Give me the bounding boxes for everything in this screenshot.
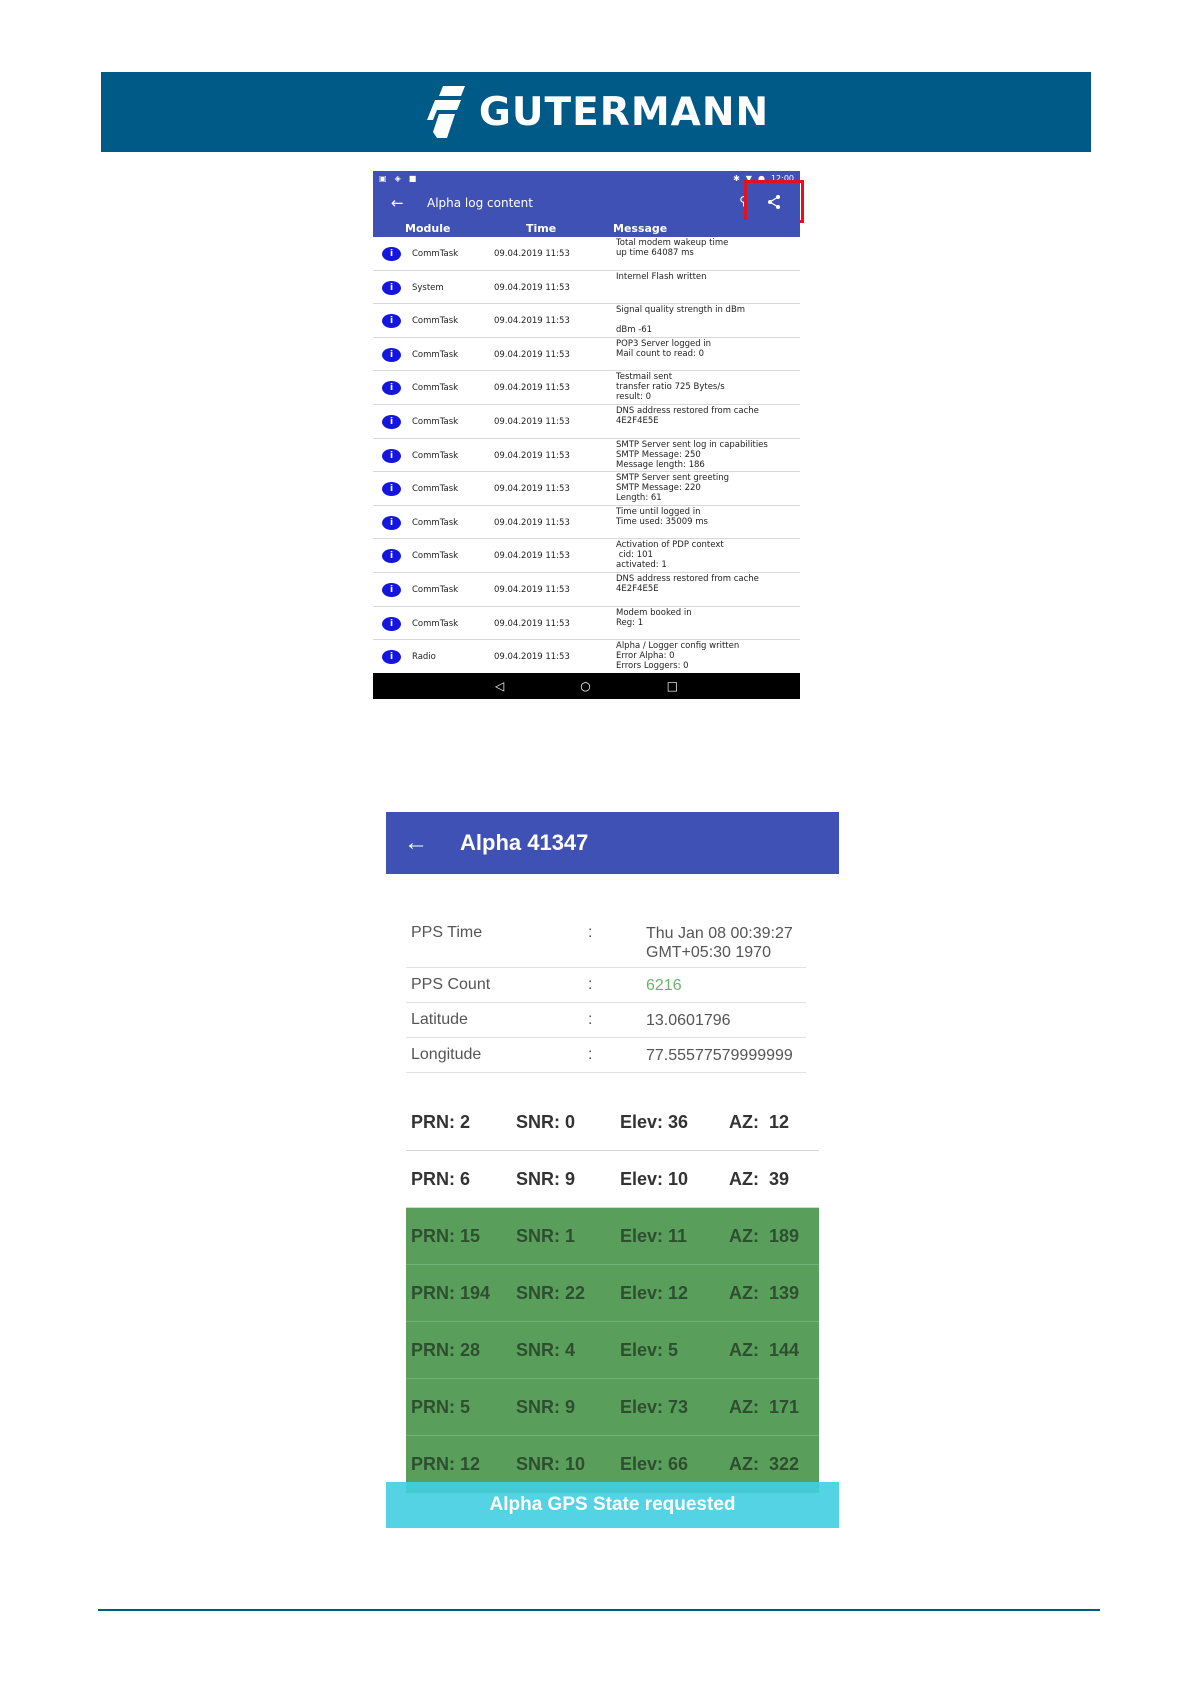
satellite-row[interactable] bbox=[406, 1208, 819, 1265]
sat-elev: Elev: 66 bbox=[620, 1454, 689, 1474]
log-message: Activation of PDP context cid: 101 activated: 1 bbox=[616, 540, 724, 571]
log-message: Total modem wakeup time up time 64087 ms bbox=[616, 238, 729, 258]
latitude-label: Latitude bbox=[411, 1011, 468, 1028]
sat-prn: PRN: 15 bbox=[411, 1226, 481, 1246]
sat-elev: Elev: 73 bbox=[620, 1397, 689, 1417]
status-bar bbox=[373, 171, 800, 185]
sat-snr: SNR: 4 bbox=[516, 1340, 576, 1360]
search-icon[interactable]: ⚲ bbox=[739, 194, 748, 208]
log-message: DNS address restored from cache 4E2F4E5E bbox=[616, 405, 759, 426]
log-message: SMTP Server sent log in capabilities SMTP Message: 250 Message length: 186 bbox=[616, 439, 768, 470]
log-time: 09.04.2019 11:53 bbox=[494, 316, 570, 327]
back-arrow-icon[interactable]: ← bbox=[404, 829, 428, 856]
longitude-value: 77.55577579999999 bbox=[646, 1047, 793, 1064]
column-message[interactable]: Message bbox=[613, 222, 668, 235]
pps-count-value: 6216 bbox=[646, 977, 682, 994]
android-nav-bar bbox=[373, 673, 800, 699]
device-title: Alpha 41347 bbox=[460, 830, 589, 855]
longitude-label: Longitude bbox=[411, 1046, 482, 1063]
log-row[interactable] bbox=[373, 405, 800, 439]
log-time: 09.04.2019 11:53 bbox=[494, 416, 570, 427]
log-module: Radio bbox=[412, 652, 436, 663]
log-module: CommTask bbox=[412, 517, 459, 528]
log-time: 09.04.2019 11:53 bbox=[494, 652, 570, 663]
status-time: 12:00 bbox=[770, 173, 794, 183]
log-module: CommTask bbox=[412, 416, 459, 427]
share-button[interactable] bbox=[744, 180, 804, 223]
sat-az: AZ: 171 bbox=[729, 1397, 800, 1417]
sat-prn: PRN: 6 bbox=[411, 1169, 471, 1189]
separator: : bbox=[588, 976, 593, 993]
log-message: Alpha / Logger config written Error Alpha: 0 Errors Loggers: 0 bbox=[616, 641, 740, 672]
log-row[interactable] bbox=[373, 338, 800, 372]
sat-az: AZ: 144 bbox=[729, 1340, 800, 1360]
log-message: Modem booked in Reg: 1 bbox=[616, 607, 692, 628]
separator: : bbox=[588, 924, 593, 941]
pps-count-row bbox=[406, 967, 806, 1003]
sat-prn: PRN: 5 bbox=[411, 1397, 471, 1417]
sat-prn: PRN: 194 bbox=[411, 1283, 491, 1303]
info-icon: i bbox=[382, 281, 401, 295]
back-arrow-icon[interactable]: ← bbox=[391, 193, 404, 212]
log-message: Time until logged in Time used: 35009 ms bbox=[616, 506, 708, 527]
log-module: CommTask bbox=[412, 551, 459, 562]
latitude-row bbox=[406, 1002, 806, 1038]
log-module: System bbox=[412, 282, 444, 293]
longitude-row bbox=[406, 1037, 806, 1073]
sat-prn: PRN: 28 bbox=[411, 1340, 481, 1360]
log-module: CommTask bbox=[412, 349, 459, 360]
log-module: CommTask bbox=[412, 383, 459, 394]
log-module: CommTask bbox=[412, 618, 459, 629]
log-toolbar bbox=[373, 185, 800, 220]
pps-time-row bbox=[406, 920, 806, 968]
column-module[interactable]: Module bbox=[405, 222, 451, 235]
pps-time-value: Thu Jan 08 00:39:27 GMT+05:30 1970 bbox=[646, 925, 793, 961]
satellite-row[interactable] bbox=[406, 1094, 819, 1151]
info-icon: i bbox=[382, 516, 401, 530]
toast-message: Alpha GPS State requested bbox=[386, 1482, 839, 1528]
log-module: CommTask bbox=[412, 249, 459, 259]
log-row[interactable] bbox=[373, 304, 800, 338]
log-row[interactable] bbox=[373, 472, 800, 506]
sat-elev: Elev: 5 bbox=[620, 1340, 679, 1360]
log-time: 09.04.2019 11:53 bbox=[494, 450, 570, 461]
notification-icon: ■ bbox=[408, 173, 417, 183]
brand-logo bbox=[423, 84, 769, 140]
separator: : bbox=[588, 1046, 593, 1063]
log-row[interactable] bbox=[373, 506, 800, 540]
log-module: CommTask bbox=[412, 584, 459, 595]
satellite-row[interactable] bbox=[406, 1151, 819, 1208]
info-icon: i bbox=[382, 415, 401, 429]
screenshot-icon: ▣ bbox=[379, 173, 387, 183]
app-icon: ◈ bbox=[394, 173, 401, 183]
log-message: Signal quality strength in dBm dBm -61 bbox=[616, 305, 746, 336]
info-icon: i bbox=[382, 482, 401, 496]
nav-recents-icon[interactable]: □ bbox=[666, 679, 679, 693]
sat-elev: Elev: 12 bbox=[620, 1283, 689, 1303]
info-icon: i bbox=[382, 617, 401, 631]
log-time: 09.04.2019 11:53 bbox=[494, 349, 570, 360]
log-time: 09.04.2019 11:53 bbox=[494, 618, 570, 629]
info-icon: i bbox=[382, 381, 401, 395]
sat-snr: SNR: 10 bbox=[516, 1454, 586, 1474]
sat-snr: SNR: 9 bbox=[516, 1169, 576, 1189]
sat-snr: SNR: 22 bbox=[516, 1283, 586, 1303]
log-module: CommTask bbox=[412, 450, 459, 461]
sat-elev: Elev: 36 bbox=[620, 1112, 689, 1132]
info-icon: i bbox=[382, 449, 401, 463]
footer-divider bbox=[98, 1609, 1100, 1611]
pps-count-label: PPS Count bbox=[411, 976, 491, 993]
log-time: 09.04.2019 11:53 bbox=[494, 484, 570, 495]
log-message: DNS address restored from cache 4E2F4E5E bbox=[616, 573, 759, 594]
sat-az: AZ: 39 bbox=[729, 1169, 790, 1189]
column-headers bbox=[373, 220, 800, 237]
wifi-icon: ▼ bbox=[745, 173, 752, 183]
sat-elev: Elev: 10 bbox=[620, 1169, 689, 1189]
log-message: Internel Flash written bbox=[616, 271, 707, 282]
log-message: Testmail sent transfer ratio 725 Bytes/s result: 0 bbox=[616, 372, 725, 403]
info-icon: i bbox=[382, 348, 401, 362]
gps-screen bbox=[386, 812, 839, 1529]
log-time: 09.04.2019 11:53 bbox=[494, 282, 570, 293]
sat-snr: SNR: 9 bbox=[516, 1397, 576, 1417]
log-row[interactable] bbox=[373, 371, 800, 405]
nav-home-icon[interactable]: ○ bbox=[580, 679, 591, 693]
info-icon: i bbox=[382, 549, 401, 563]
satellite-row[interactable] bbox=[406, 1322, 819, 1379]
sat-snr: SNR: 1 bbox=[516, 1226, 576, 1246]
info-icon: i bbox=[382, 247, 401, 261]
nav-back-icon[interactable]: ◁ bbox=[494, 679, 505, 693]
separator: : bbox=[588, 1011, 593, 1028]
log-row[interactable] bbox=[373, 271, 800, 305]
header-banner bbox=[101, 72, 1091, 152]
log-row[interactable] bbox=[373, 237, 800, 271]
info-icon: i bbox=[382, 583, 401, 597]
log-row[interactable] bbox=[373, 640, 800, 674]
sat-snr: SNR: 0 bbox=[516, 1112, 576, 1132]
log-time: 09.04.2019 11:53 bbox=[494, 383, 570, 394]
log-row[interactable] bbox=[373, 439, 800, 473]
sat-prn: PRN: 12 bbox=[411, 1454, 481, 1474]
sat-az: AZ: 12 bbox=[729, 1112, 790, 1132]
satellite-row[interactable] bbox=[406, 1265, 819, 1322]
log-time: 09.04.2019 11:53 bbox=[494, 249, 570, 259]
column-time[interactable]: Time bbox=[526, 222, 557, 235]
log-module: CommTask bbox=[412, 316, 459, 327]
log-module: CommTask bbox=[412, 484, 459, 495]
battery-icon: ● bbox=[757, 173, 765, 183]
page-title: Alpha log content bbox=[427, 195, 533, 210]
gutermann-logo-icon bbox=[423, 84, 467, 140]
log-screen bbox=[373, 171, 800, 699]
info-icon: i bbox=[382, 650, 401, 664]
log-time: 09.04.2019 11:53 bbox=[494, 517, 570, 528]
sat-az: AZ: 139 bbox=[729, 1283, 800, 1303]
sat-az: AZ: 189 bbox=[729, 1226, 800, 1246]
log-message: SMTP Server sent greeting SMTP Message: 220 Length: 61 bbox=[616, 473, 730, 504]
log-row[interactable] bbox=[373, 607, 800, 641]
bluetooth-icon: ✱ bbox=[733, 173, 740, 183]
log-time: 09.04.2019 11:53 bbox=[494, 584, 570, 595]
info-icon: i bbox=[382, 314, 401, 328]
log-row[interactable] bbox=[373, 573, 800, 607]
log-row[interactable] bbox=[373, 539, 800, 573]
share-icon bbox=[766, 194, 782, 210]
gps-toolbar bbox=[386, 812, 839, 874]
log-list[interactable] bbox=[373, 237, 800, 672]
log-message: POP3 Server logged in Mail count to read: 0 bbox=[616, 338, 712, 359]
satellite-row[interactable] bbox=[406, 1379, 819, 1436]
sat-az: AZ: 322 bbox=[729, 1454, 800, 1474]
sat-elev: Elev: 11 bbox=[620, 1226, 688, 1246]
sat-prn: PRN: 2 bbox=[411, 1112, 471, 1132]
log-time: 09.04.2019 11:53 bbox=[494, 551, 570, 562]
latitude-value: 13.0601796 bbox=[646, 1012, 731, 1029]
pps-time-label: PPS Time bbox=[411, 924, 483, 941]
brand-name: GUTERMANN bbox=[478, 89, 770, 135]
